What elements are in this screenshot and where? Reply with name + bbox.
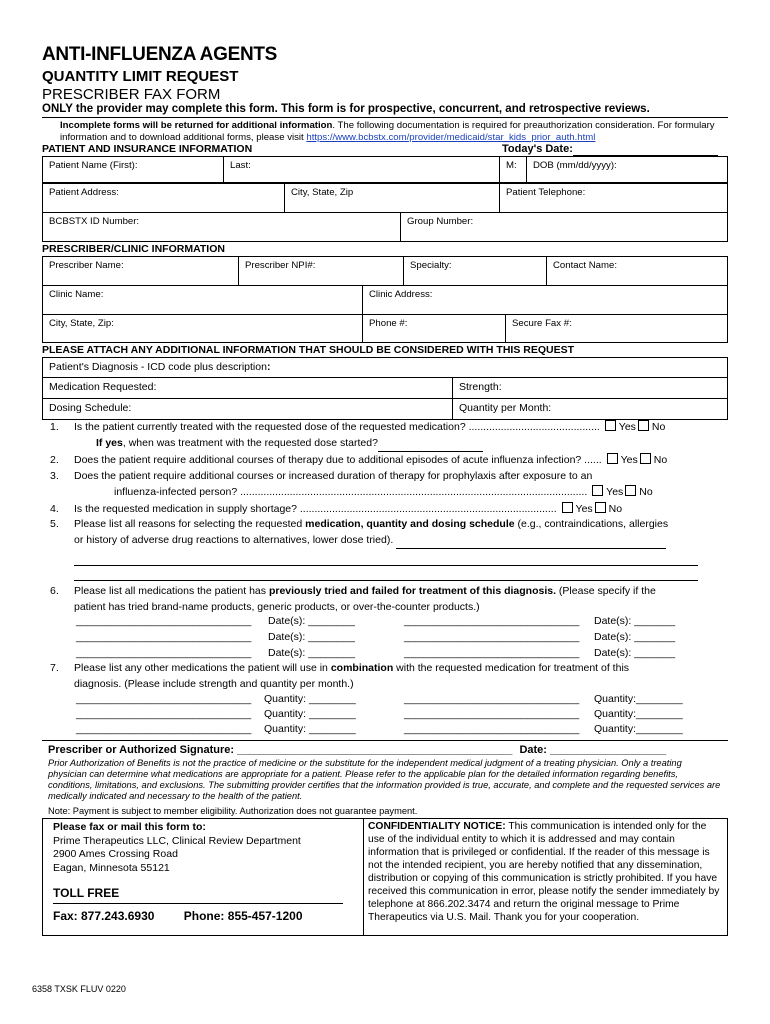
q6-dates-1[interactable] <box>268 614 355 629</box>
patient-telephone-field[interactable]: Patient Telephone: <box>500 184 728 213</box>
question-5-cont <box>74 533 666 549</box>
q6-dates-label: Date(s): <box>268 631 306 643</box>
q6-dates-4[interactable] <box>594 630 675 645</box>
q7-quantity-label: Quantity: <box>594 723 637 735</box>
signature-date-label: Date: <box>519 744 547 756</box>
q1-no-checkbox[interactable] <box>638 420 649 431</box>
phone-number: Phone: 855-457-1200 <box>183 908 303 923</box>
provider-only-notice: ONLY the provider may complete this form. This form is for prospective, concurrent, and retrospective reviews. <box>42 103 650 115</box>
q6-dates-line: ________ <box>308 615 355 627</box>
q6-med-line-1[interactable]: ______________________________ <box>76 615 252 627</box>
q7-quantity-label: Quantity: <box>264 723 307 735</box>
q7-text-bold: combination <box>330 662 394 674</box>
q2-number: 2. <box>50 454 59 466</box>
q6-med-line-3[interactable]: ______________________________ <box>76 631 252 643</box>
q7-med-line-3[interactable]: ______________________________ <box>76 708 252 720</box>
q6-dates-line: _______ <box>634 631 676 643</box>
q7-med-line-5[interactable]: ______________________________ <box>76 723 252 735</box>
q7-quantity-3[interactable] <box>264 707 356 722</box>
q2-yes-checkbox[interactable] <box>607 453 618 464</box>
secure-fax-field[interactable]: Secure Fax #: <box>506 315 728 343</box>
q6-number: 6. <box>50 585 59 597</box>
contact-box <box>42 818 728 936</box>
q7-quantity-line: ________ <box>308 708 356 720</box>
medication-table <box>42 357 728 420</box>
patient-section-heading: PATIENT AND INSURANCE INFORMATION <box>42 143 253 155</box>
patient-id-table <box>42 212 728 242</box>
q1-no-label: No <box>651 421 666 433</box>
q3-yes-label: Yes <box>606 486 624 498</box>
q6-dates-line: ________ <box>308 631 355 643</box>
q1-sub-text: , when was treatment with the requested dose started? <box>122 437 378 449</box>
q4-yes-label: Yes <box>575 503 593 515</box>
q6-med-line-2[interactable]: ______________________________ <box>404 615 580 627</box>
q7-text-a: Please list any other medications the patient will use in <box>74 662 331 674</box>
clinic-name-field[interactable]: Clinic Name: <box>43 286 363 315</box>
strength-field[interactable]: Strength: <box>453 378 728 399</box>
attach-heading: PLEASE ATTACH ANY ADDITIONAL INFORMATION THAT SHOULD BE CONSIDERED WITH THIS REQUEST <box>42 344 574 356</box>
q6-text-bold: previously tried and failed for treatment of this diagnosis. <box>268 585 557 597</box>
patient-mi-field[interactable]: M: <box>500 157 527 183</box>
patient-address-field[interactable]: Patient Address: <box>43 184 285 213</box>
prescriber-table <box>42 256 728 286</box>
prescriber-npi-field[interactable]: Prescriber NPI#: <box>239 257 404 286</box>
q6-dates-label: Date(s): <box>268 647 306 659</box>
confidentiality-label: CONFIDENTIALITY NOTICE: <box>368 821 506 832</box>
q6-dates-line: _______ <box>634 647 676 659</box>
q7-quantity-label: Quantity: <box>264 693 307 705</box>
q5-text-c: or history of adverse drug reactions to alternatives, lower dose tried). <box>74 534 394 546</box>
form-subtitle: QUANTITY LIMIT REQUEST <box>42 68 239 85</box>
q7-text-b: with the requested medication for treatment of this <box>393 662 630 674</box>
q6-dates-label: Date(s): <box>594 631 632 643</box>
clinic-city-field[interactable]: City, State, Zip: <box>43 315 363 343</box>
question-1-sub <box>96 436 483 452</box>
prescriber-name-field[interactable]: Prescriber Name: <box>43 257 239 286</box>
q5-answer-line-3[interactable] <box>74 580 698 581</box>
q7-quantity-2[interactable] <box>594 692 683 707</box>
question-6-cont: patient has tried brand-name products, generic products, or over-the-counter products.) <box>74 601 480 613</box>
q6-dates-line: _______ <box>634 615 676 627</box>
q7-quantity-label: Quantity: <box>264 708 307 720</box>
todays-date-label: Today's Date: <box>502 143 573 155</box>
group-number-field[interactable]: Group Number: <box>401 213 728 242</box>
incomplete-notice <box>60 120 720 144</box>
q6-dates-line: ________ <box>308 647 355 659</box>
patient-dob-field[interactable]: DOB (mm/dd/yyyy): <box>527 157 728 183</box>
q6-dates-label: Date(s): <box>594 647 632 659</box>
q3-text: Does the patient require additional courses or increased duration of therapy for prophylaxis after exposure to an <box>74 470 593 482</box>
q5-text-bold: medication, quantity and dosing schedule <box>305 518 515 530</box>
q7-med-line-4[interactable]: ______________________________ <box>404 708 580 720</box>
city-state-zip: Eagan, Minnesota 55121 <box>53 861 170 874</box>
fax-mail-heading: Please fax or mail this form to: <box>53 821 206 833</box>
contact-name-field[interactable]: Contact Name: <box>547 257 728 286</box>
signature-label: Prescriber or Authorized Signature: <box>48 744 235 756</box>
fax-phone-row <box>53 910 353 924</box>
quantity-per-month-field[interactable]: Quantity per Month: <box>453 399 728 420</box>
confidentiality-notice <box>363 819 727 935</box>
q5-number: 5. <box>50 518 59 530</box>
q7-quantity-line: ________ <box>636 723 683 735</box>
diagnosis-label: Patient's Diagnosis - ICD code plus description <box>49 361 267 373</box>
question-3-cont <box>114 485 728 500</box>
medication-requested-field[interactable]: Medication Requested: <box>43 378 453 399</box>
question-2 <box>50 453 728 468</box>
q6-dates-6[interactable] <box>594 646 675 661</box>
form-title: ANTI-INFLUENZA AGENTS <box>42 44 278 65</box>
incomplete-bold: Incomplete forms will be returned for additional information <box>60 120 333 131</box>
q7-med-line-1[interactable]: ______________________________ <box>76 693 252 705</box>
q7-quantity-line: ________ <box>308 693 356 705</box>
question-3 <box>50 469 728 484</box>
q6-med-line-5[interactable]: ______________________________ <box>76 647 252 659</box>
question-4 <box>50 502 728 517</box>
company-name: Prime Therapeutics LLC, Clinical Review Department <box>53 834 301 847</box>
todays-date-field[interactable] <box>502 143 718 156</box>
todays-date-line <box>573 143 718 156</box>
q7-quantity-4[interactable] <box>594 707 683 722</box>
q2-no-checkbox[interactable] <box>640 453 651 464</box>
q1-yes-checkbox[interactable] <box>605 420 616 431</box>
q7-quantity-line: ________ <box>636 693 683 705</box>
q2-yes-label: Yes <box>620 454 638 466</box>
q1-text: Is the patient currently treated with the requested dose of the requested medication? ............................................. <box>74 421 600 433</box>
street-address: 2900 Ames Crossing Road <box>53 848 178 860</box>
prescriber-section-heading: PRESCRIBER/CLINIC INFORMATION <box>42 243 225 255</box>
specialty-field[interactable]: Specialty: <box>404 257 547 286</box>
signature-date-line[interactable]: ___________________ <box>550 744 667 756</box>
q1-start-date-line[interactable] <box>378 436 483 452</box>
fax-number: Fax: 877.243.6930 <box>53 908 155 923</box>
q5-answer-line-2[interactable] <box>74 565 698 566</box>
q6-text-b: (Please specify if the <box>556 585 656 597</box>
disclaimer: Prior Authorization of Benefits is not the practice of medicine or the substitute for the independent medical judgment of a treating physician. Only a treating physician can determine what medications are appropriate for a patient. Please refer to the applicable plan for the detailed information regarding benefits, conditions, limitations, and exclusions. The submitting provider certifies that the information provided is true, accurate, and complete and the requested services are medically indicated and necessary to the health of the patient. <box>48 758 721 801</box>
question-7-cont: diagnosis. (Please include strength and quantity per month.) <box>74 678 354 690</box>
q7-quantity-line: ________ <box>308 723 356 735</box>
payment-note: Note: Payment is subject to member eligibility. Authorization does not guarantee payment. <box>48 806 418 816</box>
q3-no-label: No <box>639 486 653 498</box>
bcbstx-id-field[interactable]: BCBSTX ID Number: <box>43 213 401 242</box>
q7-quantity-5[interactable] <box>264 722 356 737</box>
q4-text: Is the requested medication in supply shortage? ........................................................................................ <box>74 503 557 515</box>
q7-number: 7. <box>50 662 59 674</box>
divider <box>42 117 728 118</box>
q5-text-b: (e.g., contraindications, allergies <box>514 518 669 530</box>
q2-no-label: No <box>653 454 668 466</box>
form-name: PRESCRIBER FAX FORM <box>42 86 221 103</box>
q1-sub-bold: If yes <box>96 437 123 449</box>
signature-row[interactable] <box>48 744 666 756</box>
dosing-schedule-field[interactable]: Dosing Schedule: <box>43 399 453 420</box>
clinic-table <box>42 285 728 315</box>
q1-yes-label: Yes <box>618 421 636 433</box>
clinic-phone-field[interactable]: Phone #: <box>363 315 506 343</box>
q6-med-line-6[interactable]: ______________________________ <box>404 647 580 659</box>
q6-dates-3[interactable] <box>268 630 355 645</box>
toll-free-heading: TOLL FREE <box>53 887 343 904</box>
q3-cont-text: influenza-infected person? ....................................................................................................................... <box>114 486 588 498</box>
q4-number: 4. <box>50 503 59 515</box>
q4-yes-checkbox[interactable] <box>562 502 573 513</box>
q5-answer-line-1[interactable] <box>396 533 666 549</box>
clinic-contact-table <box>42 314 728 343</box>
fax-mail-info <box>53 821 353 923</box>
diagnosis-field[interactable] <box>43 358 728 378</box>
q3-yes-checkbox[interactable] <box>592 485 603 496</box>
q6-dates-label: Date(s): <box>594 615 632 627</box>
q6-dates-5[interactable] <box>268 646 355 661</box>
diagnosis-colon: : <box>266 361 271 373</box>
question-6 <box>50 584 728 599</box>
divider <box>42 740 728 741</box>
q7-quantity-label: Quantity: <box>594 693 637 705</box>
patient-city-field[interactable]: City, State, Zip <box>285 184 500 213</box>
question-1 <box>50 420 728 435</box>
q3-no-checkbox[interactable] <box>625 485 636 496</box>
q2-text: Does the patient require additional courses of therapy due to additional episodes of acute influenza infection? ...... <box>74 454 602 466</box>
q6-med-line-4[interactable]: ______________________________ <box>404 631 580 643</box>
q7-quantity-6[interactable] <box>594 722 683 737</box>
clinic-address-field[interactable]: Clinic Address: <box>363 286 728 315</box>
patient-first-name-field[interactable]: Patient Name (First): <box>43 157 224 183</box>
question-7 <box>50 661 728 676</box>
q3-number: 3. <box>50 470 59 482</box>
q7-quantity-1[interactable] <box>264 692 356 707</box>
q4-no-label: No <box>608 503 623 515</box>
q6-text-a: Please list all medications the patient has <box>74 585 269 597</box>
incomplete-text: . The following documentation is required for preauthorization consideration. For formulary information and to download additional forms, please visit <box>60 120 715 143</box>
question-5 <box>50 517 728 532</box>
form-code: 6358 TXSK FLUV 0220 <box>32 984 126 994</box>
formulary-link[interactable]: https://www.bcbstx.com/provider/medicaid/star_kids_prior_auth.html <box>306 132 596 143</box>
q4-no-checkbox[interactable] <box>595 502 606 513</box>
q5-text-a: Please list all reasons for selecting the requested <box>74 518 306 530</box>
q7-med-line-6[interactable]: ______________________________ <box>404 723 580 735</box>
q6-dates-label: Date(s): <box>268 615 306 627</box>
q7-med-line-2[interactable]: ______________________________ <box>404 693 580 705</box>
q6-dates-2[interactable] <box>594 614 675 629</box>
q7-quantity-line: ________ <box>636 708 683 720</box>
patient-address-table <box>42 183 728 213</box>
q7-quantity-label: Quantity: <box>594 708 637 720</box>
confidentiality-text: This communication is intended only for the use of the individual entity to which it is addressed and may contain information that is privileged or confidential. If the reader of this message is not the intended recipient, you are hereby notified that any dissemination, distribution or copying of this communication is strictly prohibited. If you have received this communication in error, please notify the sender immediately by telephone at 866.202.3474 and return the original message to Prime Therapeutics via U.S. Mail. Thank you for your cooperation. <box>368 821 720 923</box>
q1-number: 1. <box>50 421 59 433</box>
signature-line[interactable]: _____________________________________________ <box>237 744 513 756</box>
patient-table <box>42 156 728 183</box>
patient-last-name-field[interactable]: Last: <box>224 157 500 183</box>
